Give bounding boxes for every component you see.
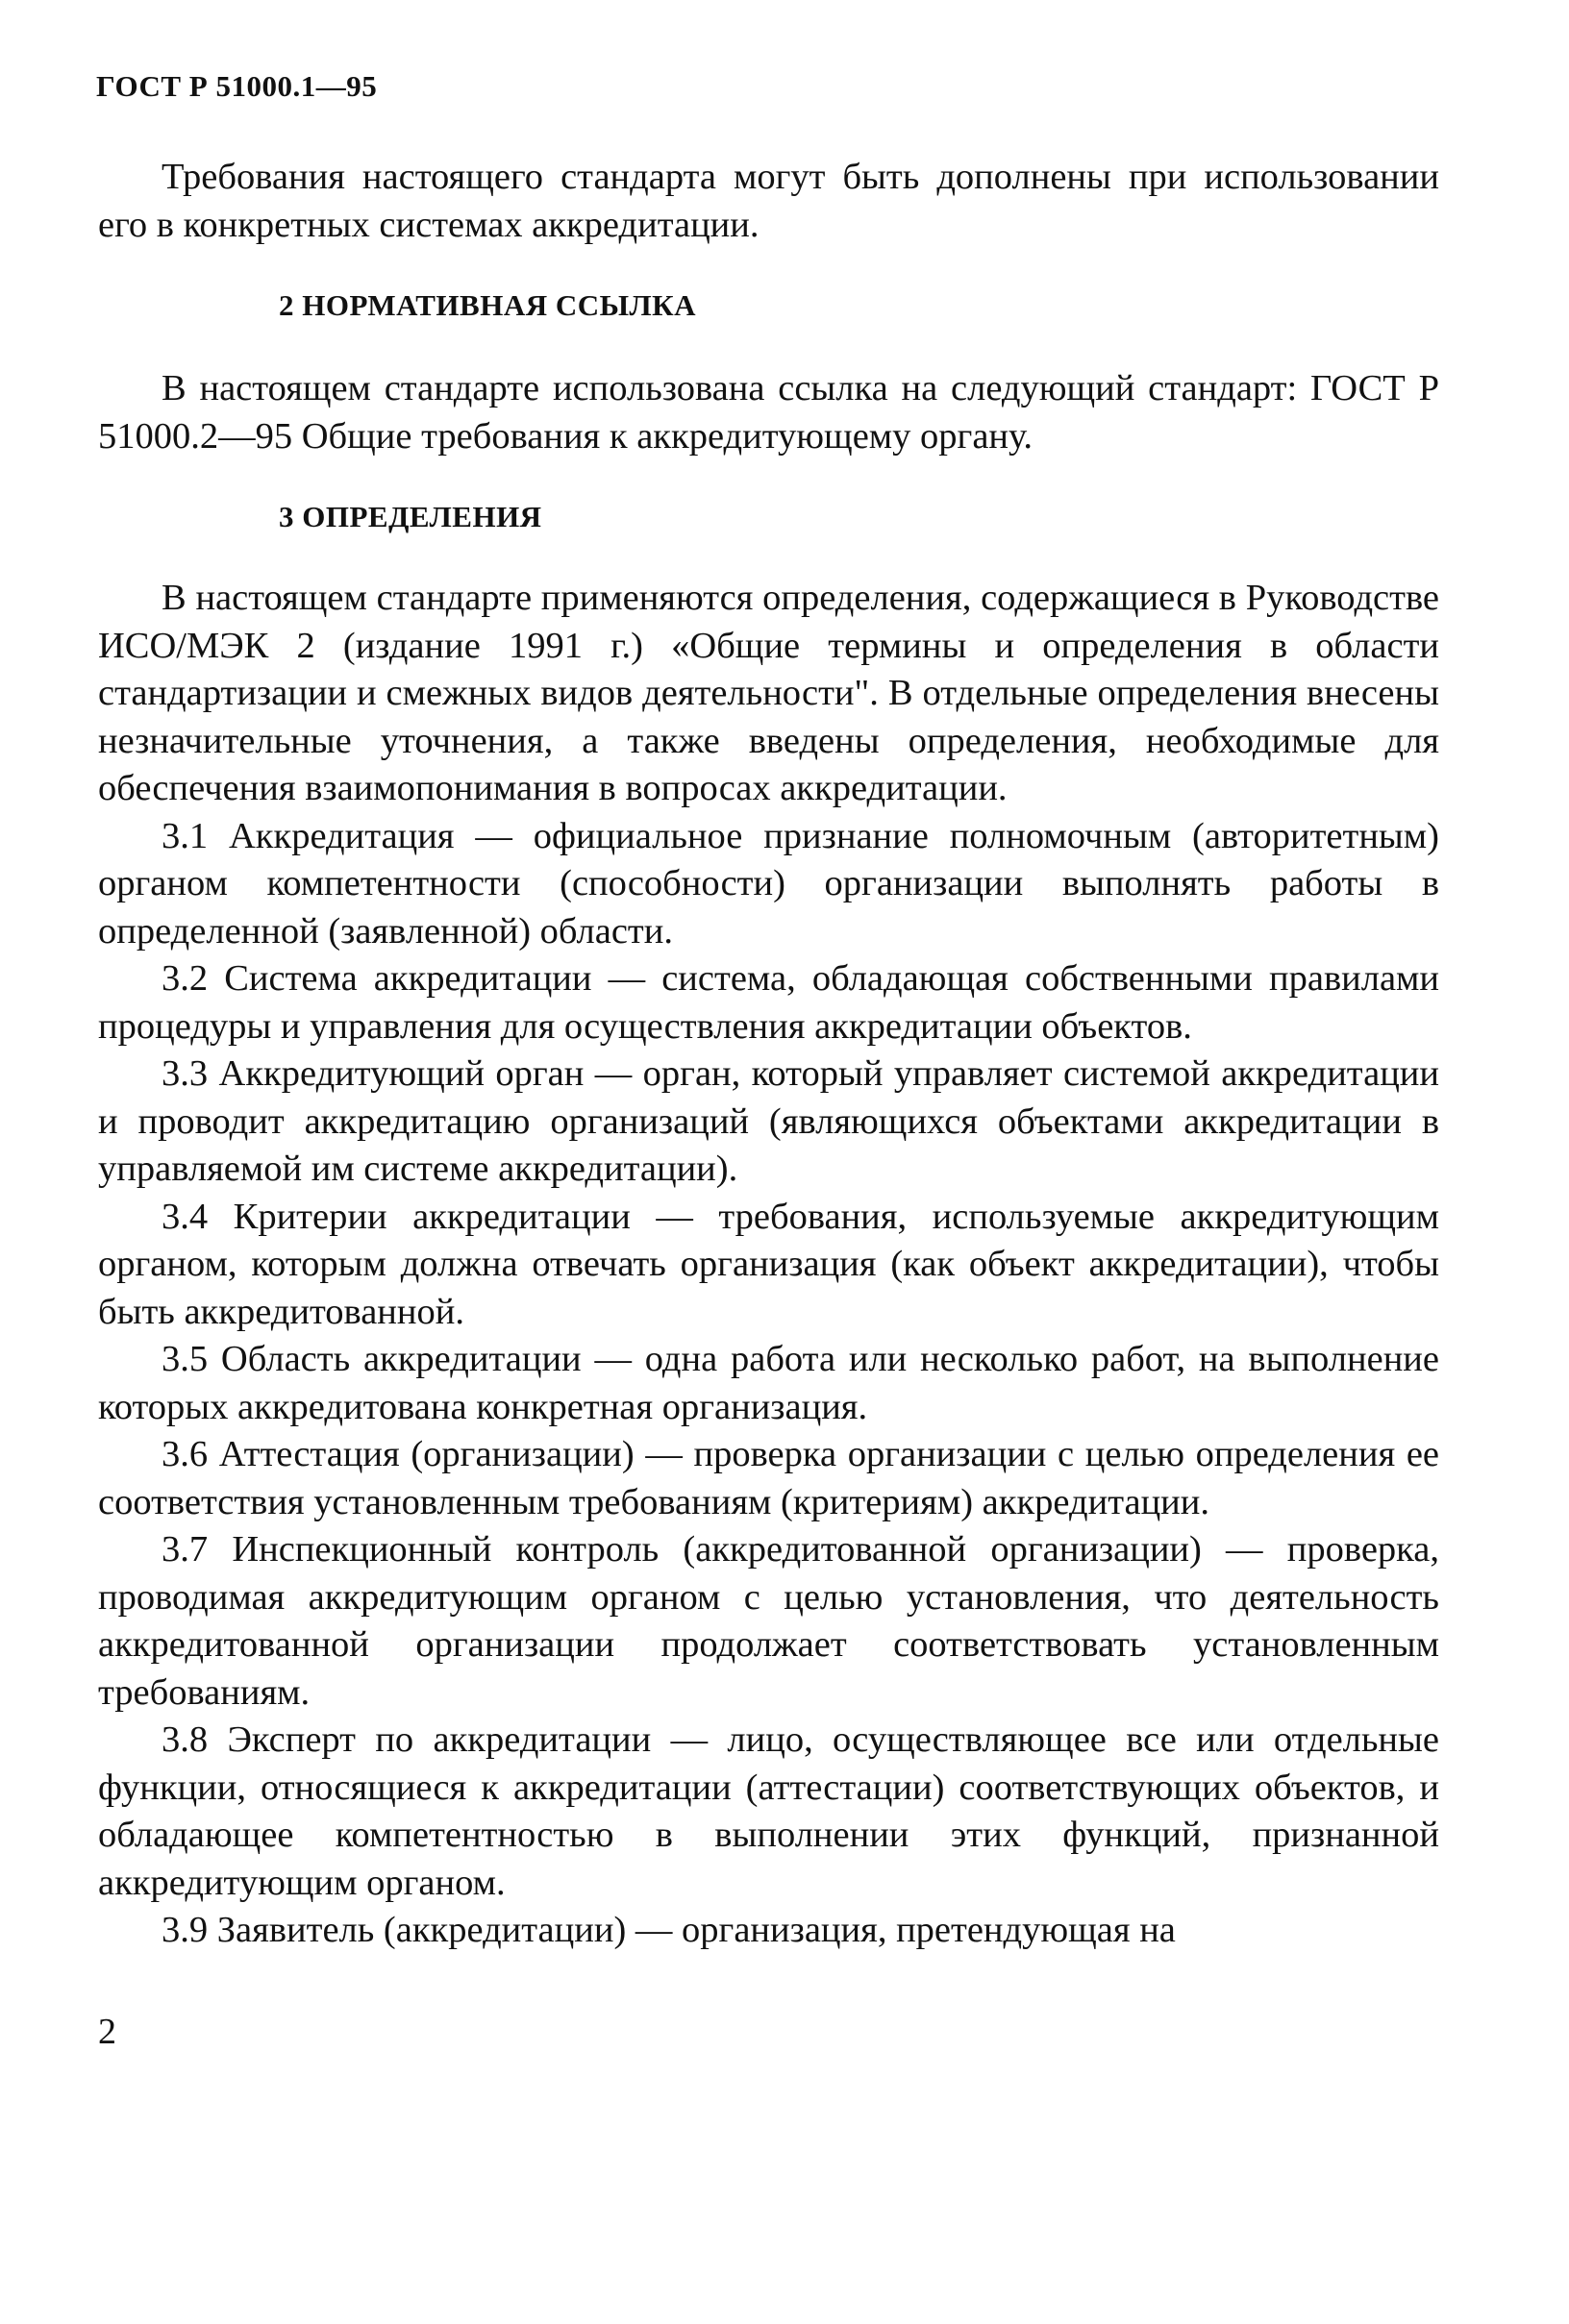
section-3-title: 3 ОПРЕДЕЛЕНИЯ <box>279 500 542 533</box>
section-2-paragraph: В настоящем стандарте использована ссылка на следующий стандарт: ГОСТ Р 51000.2—95 Общие требования к аккредитующему органу. <box>98 368 1439 457</box>
definition-3-4: 3.4 Критерии аккредитации — требования, используемые аккредитующим органом, которым должна отвечать организация (как объект аккредитации), чтобы быть аккредитованной. <box>98 1196 1439 1332</box>
section-3-intro: В настоящем стандарте применяются определения, содержащиеся в Руководстве ИСО/МЭК 2 (издание 1991 г.) «Общие термины и определения в области стандартизации и смежных видов деятельности". В отдельные определения внесены незначительные уточнения, а также введены определения, необходимые для обеспечения взаимопонимания в вопросах аккредитации. <box>98 578 1439 808</box>
section-2-title: 2 НОРМАТИВНАЯ ССЫЛКА <box>279 288 697 322</box>
definition-3-7: 3.7 Инспекционный контроль (аккредитованной организации) — проверка, проводимая аккредитующим органом с целью установления, что деятельность аккредитованной организации продолжает соответствовать установленным требованиям. <box>98 1529 1439 1713</box>
section-2-body <box>98 365 1439 460</box>
definition-3-6: 3.6 Аттестация (организации) — проверка организации с целью определения ее соответствия установленным требованиям (критериям) аккредитации. <box>98 1434 1439 1522</box>
definition-3-1: 3.1 Аккредитация — официальное признание полномочным (авторитетным) органом компетентности (способности) организации выполнять работы в определенной (заявленной) области. <box>98 815 1439 952</box>
section-3-body <box>98 575 1439 1955</box>
intro-paragraph: Требования настоящего стандарта могут быть дополнены при использовании его в конкретных системах аккредитации. <box>98 157 1439 245</box>
document-header-code: ГОСТ Р 51000.1—95 <box>96 69 378 103</box>
page-number: 2 <box>98 2012 116 2052</box>
definition-3-2: 3.2 Система аккредитации — система, обладающая собственными правилами процедуры и управления для осуществления аккредитации объектов. <box>98 958 1439 1047</box>
definition-3-3: 3.3 Аккредитующий орган — орган, который управляет системой аккредитации и проводит аккредитацию организаций (являющихся объектами аккредитации в управляемой им системе аккредитации). <box>98 1053 1439 1189</box>
definition-3-9: 3.9 Заявитель (аккредитации) — организация, претендующая на <box>162 1910 1176 1950</box>
definition-3-5: 3.5 Область аккредитации — одна работа или несколько работ, на выполнение которых аккредитована конкретная организация. <box>98 1339 1439 1427</box>
definition-3-8: 3.8 Эксперт по аккредитации — лицо, осуществляющее все или отдельные функции, относящиеся к аккредитации (аттестации) соответствующих объектов, и обладающее компетентностью в выполнении этих функций, признанной аккредитующим органом. <box>98 1719 1439 1903</box>
intro-block <box>98 154 1439 249</box>
